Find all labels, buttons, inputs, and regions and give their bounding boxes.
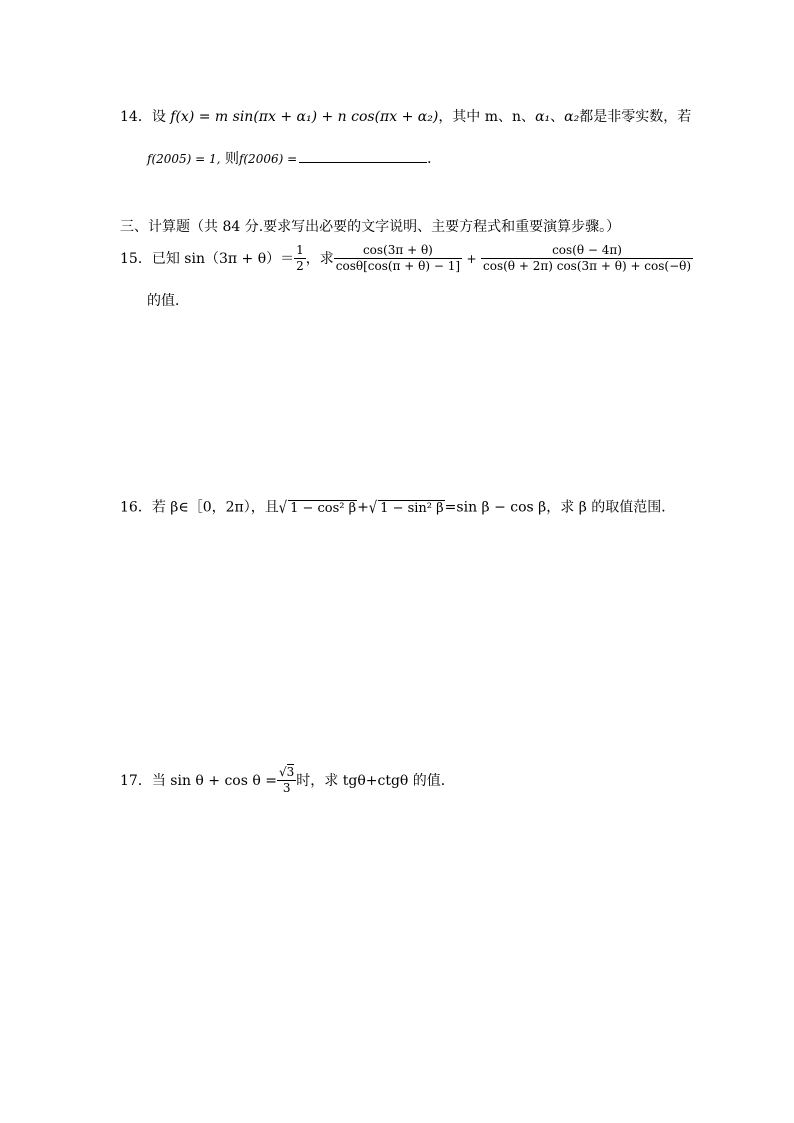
q15-f2-num: cos(θ − 4π) — [552, 243, 622, 257]
q15-plus: + — [466, 251, 477, 266]
q14-number: 14． — [120, 109, 152, 125]
q14-sep: 、 — [550, 109, 565, 125]
q16-sqrt1 — [278, 499, 357, 518]
q14-lead: 设 — [151, 109, 166, 125]
q17-lead: 当 sin θ + cos θ = — [151, 772, 277, 789]
q14-alpha2: α₂ — [564, 109, 580, 125]
q15-number: 15． — [120, 250, 152, 267]
q15-given-fraction — [294, 244, 306, 274]
q15-given-den: 2 — [296, 258, 304, 273]
q15-tail: 的值． — [147, 293, 189, 309]
q15-f1-num: cos(3π + θ) — [362, 243, 433, 257]
q14-mid: ，其中 m、n、 — [438, 109, 536, 125]
q15-given-num: 1 — [296, 243, 304, 257]
sqrt-sign-icon: √ — [278, 765, 287, 779]
q17-fraction — [277, 766, 296, 796]
q16-lead: 若 β∈［0，2π），且 — [151, 499, 279, 516]
q14-ask: f(2006) = — [238, 152, 298, 166]
sqrt-sign-icon: √ — [368, 499, 378, 518]
q17-number: 17． — [120, 772, 152, 789]
q16-plus: + — [357, 499, 369, 516]
q15-f1-den: cosθ[cos(π + θ) − 1] — [335, 258, 461, 273]
q14-condition: f(2005) = 1, — [147, 152, 221, 166]
q17-tail: 时，求 tgθ+ctgθ 的值． — [296, 772, 455, 789]
q16-rhs: =sin β − cos β，求 β 的取值范围． — [444, 499, 676, 516]
q15-f2-den: cos(θ + 2π) cos(3π + θ) + cos(−θ) — [483, 258, 692, 273]
q14-end: ． — [427, 151, 442, 167]
section3-heading: 三、计算题（共 84 分.要求写出必要的文字说明、主要方程式和重要演算步骤。） — [120, 219, 621, 235]
q16-line — [120, 499, 676, 518]
q16-sqrt2 — [368, 499, 445, 518]
q14-alpha1: α₁ — [535, 109, 551, 125]
q15-fraction2 — [481, 244, 693, 274]
q17-frac-den: 3 — [277, 780, 296, 796]
q14-function: f(x) = m sin(πx + α₁) + n cos(πx + α₂) — [170, 109, 439, 125]
q14-line2 — [147, 152, 441, 166]
q16-number: 16． — [120, 499, 152, 516]
q16-radicand2: 1 − sin² β — [380, 501, 444, 516]
q14-answer-blank[interactable] — [299, 152, 427, 163]
q15-fraction1 — [334, 244, 462, 274]
q15-lead: 已知 sin（3π + θ）＝ — [151, 250, 295, 267]
q14-then: 则 — [224, 151, 239, 167]
q14-line1 — [120, 110, 691, 124]
q16-radicand1: 1 − cos² β — [290, 501, 357, 516]
q17-frac-num — [277, 766, 296, 780]
q17-line — [120, 766, 455, 796]
q15-ask: ，求 — [305, 250, 334, 267]
q14-tail: 都是非零实数，若 — [579, 109, 692, 125]
sqrt-sign-icon: √ — [278, 499, 288, 518]
q17-frac-num-radicand: 3 — [286, 765, 295, 779]
q15-line1 — [120, 244, 693, 274]
